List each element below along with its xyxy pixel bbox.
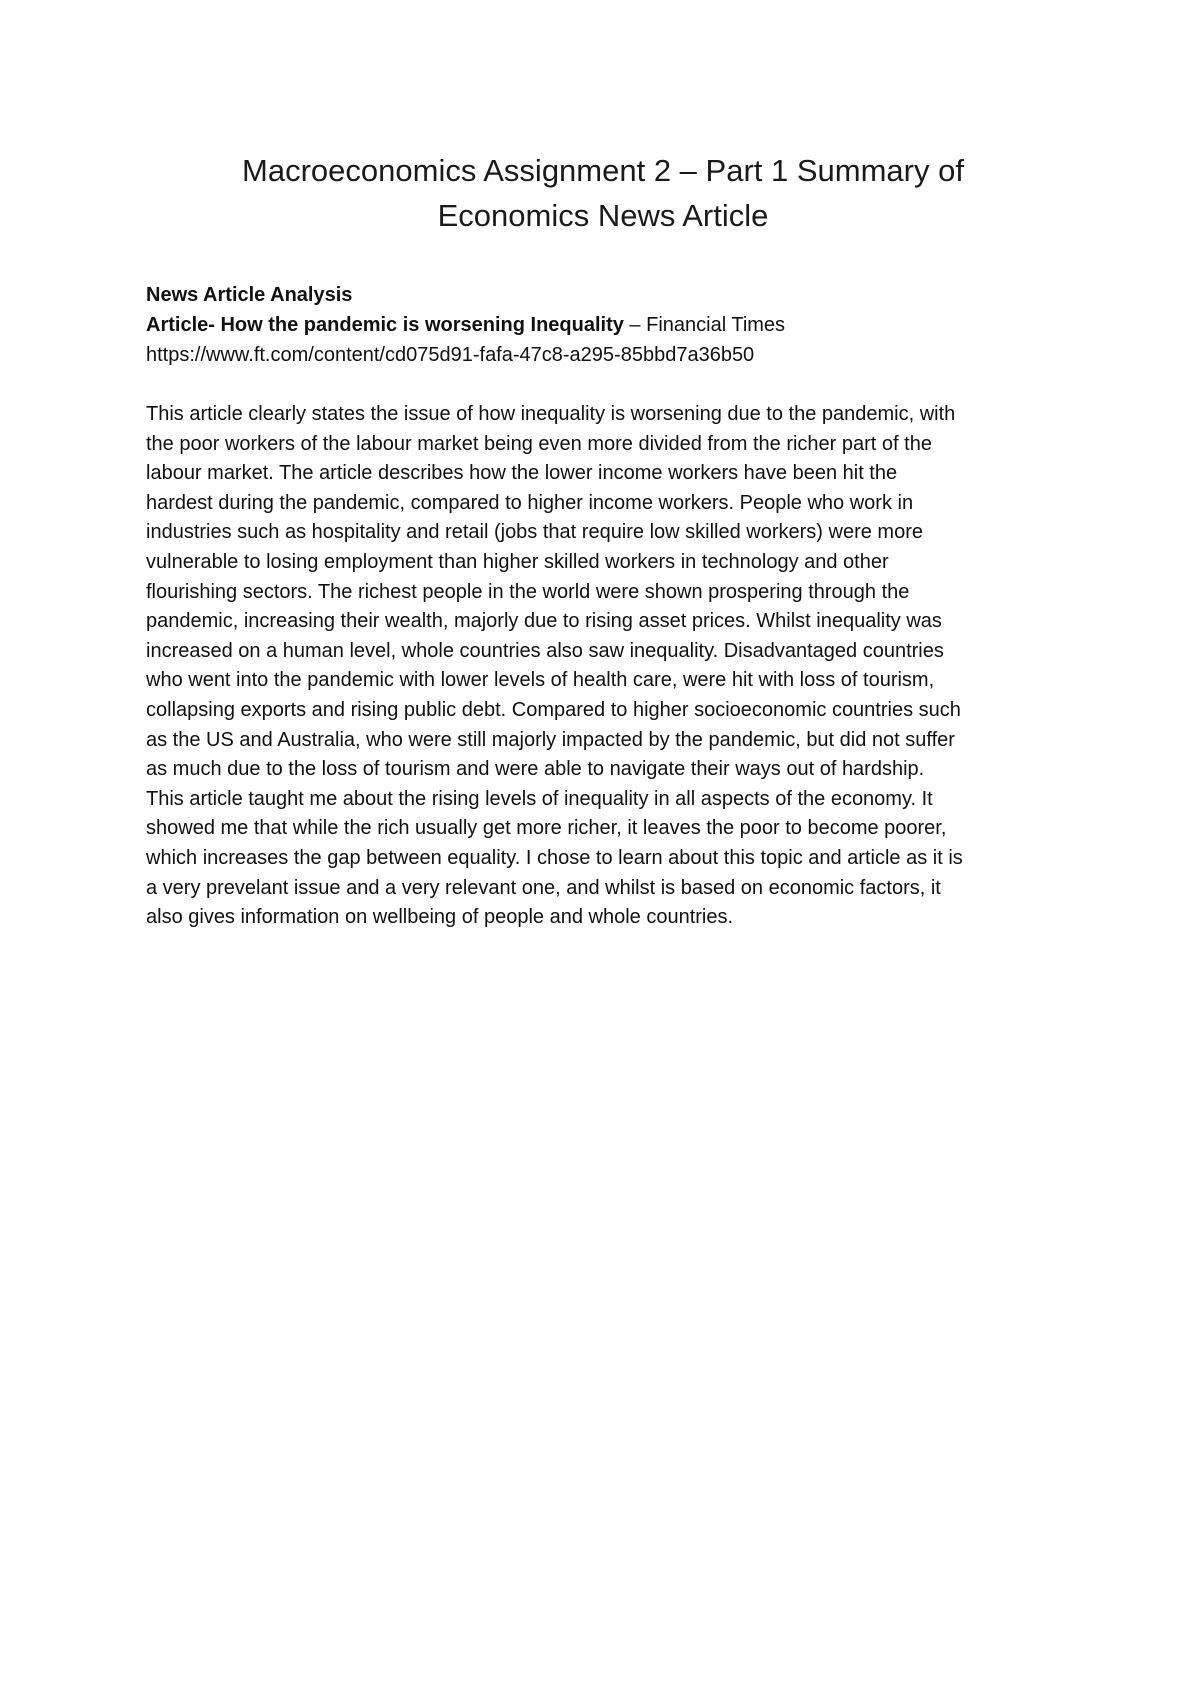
section-heading: News Article Analysis	[146, 284, 353, 306]
paragraph-line: hardest during the pandemic, compared to higher income workers. People who work in	[146, 491, 914, 514]
paragraph-line: who went into the pandemic with lower levels of health care, were hit with loss of tourism,	[146, 669, 935, 692]
paragraph-line: which increases the gap between equality. I chose to learn about this topic and article as it is	[146, 846, 963, 869]
paragraph-line: as the US and Australia, who were still majorly impacted by the pandemic, but did not suffer	[146, 728, 955, 751]
title-line: Macroeconomics Assignment 2 – Part 1 Summary of	[242, 153, 964, 188]
article-meta	[146, 280, 1066, 370]
paragraph-line: industries such as hospitality and retail (jobs that require low skilled workers) were more	[146, 521, 923, 544]
paragraph-line: vulnerable to losing employment than higher skilled workers in technology and other	[146, 550, 889, 573]
document-title	[146, 148, 1060, 238]
paragraph-line: This article clearly states the issue of how inequality is worsening due to the pandemic, with	[146, 403, 956, 425]
paragraph-line: also gives information on wellbeing of people and whole countries.	[146, 906, 734, 929]
paragraph-line: increased on a human level, whole countries also saw inequality. Disadvantaged countries	[146, 639, 944, 662]
title-line: Economics News Article	[437, 198, 769, 233]
article-source: – Financial Times	[623, 314, 786, 336]
article-label: Article- How the pandemic is worsening Inequality	[146, 314, 624, 336]
paragraph-line: pandemic, increasing their wealth, majorly due to rising asset prices. Whilst inequality was	[146, 610, 942, 633]
paragraph-line: a very prevelant issue and a very relevant one, and whilst is based on economic factors, it	[146, 876, 941, 899]
paragraph-line: flourishing sectors. The richest people in the world were shown prospering through the	[146, 580, 910, 603]
paragraph-line: collapsing exports and rising public debt. Compared to higher socioeconomic countries such	[146, 698, 961, 721]
paragraph-line: showed me that while the rich usually get more richer, it leaves the poor to become poorer,	[146, 817, 947, 840]
paragraph-line: This article taught me about the rising levels of inequality in all aspects of the economy. It	[146, 787, 933, 810]
paragraph-line: the poor workers of the labour market being even more divided from the richer part of the	[146, 432, 932, 455]
paragraph-line: labour market. The article describes how the lower income workers have been hit the	[146, 462, 898, 485]
summary-paragraph	[146, 400, 1066, 933]
paragraph-line: as much due to the loss of tourism and were able to navigate their ways out of hardship.	[146, 758, 925, 781]
article-url: https://www.ft.com/content/cd075d91-fafa-47c8-a295-85bbd7a36b50	[146, 344, 755, 366]
article-citation	[146, 310, 1066, 340]
